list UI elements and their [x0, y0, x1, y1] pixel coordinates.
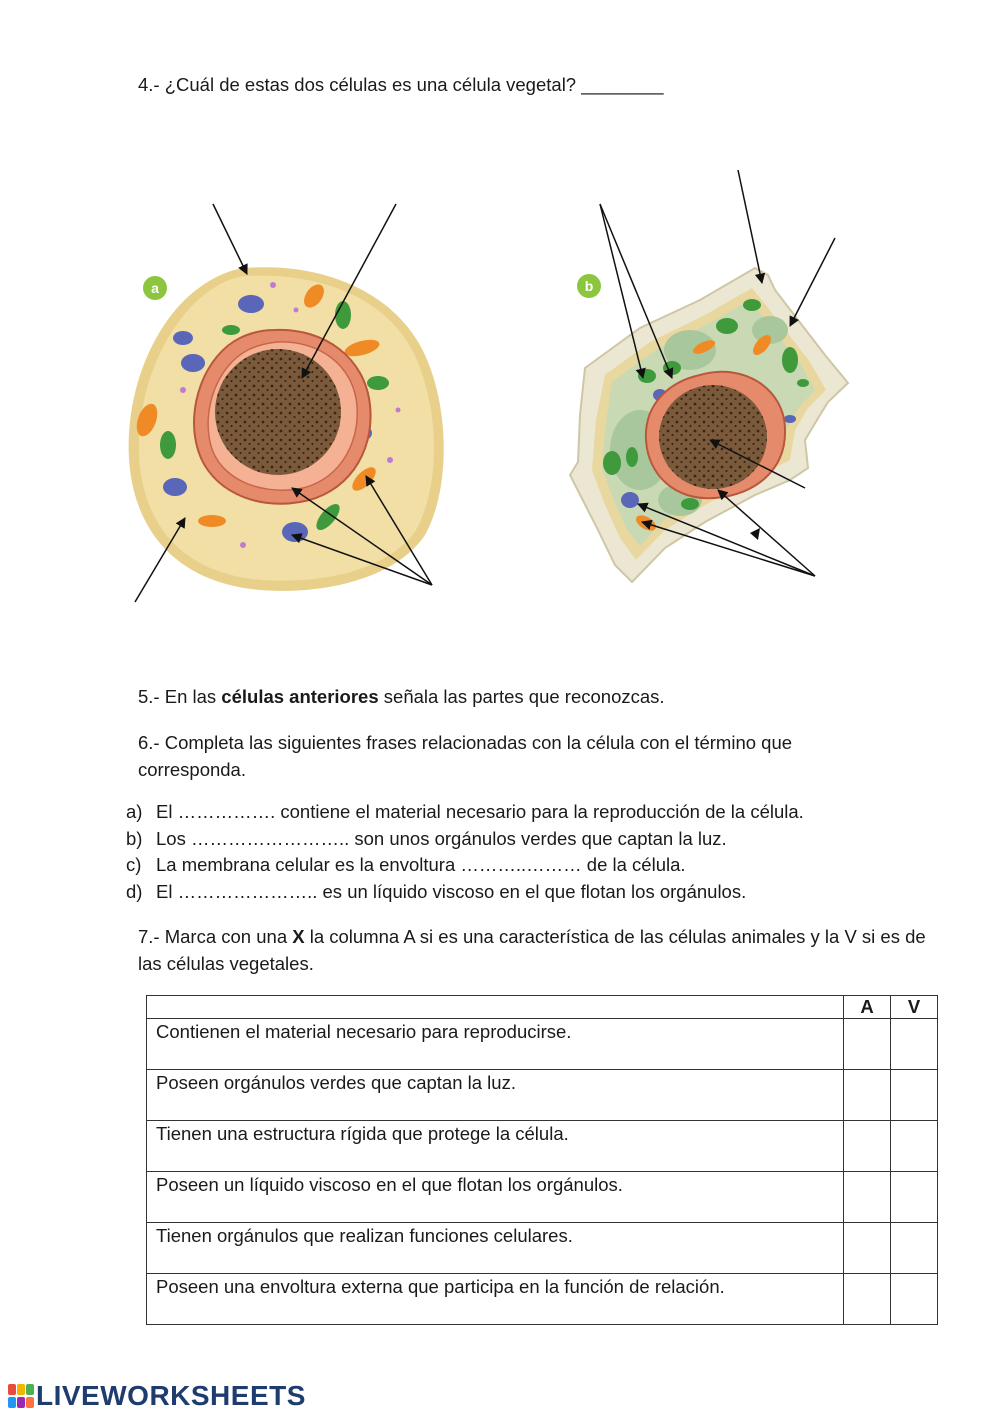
list-item: a) El ……………. contiene el material necesario para la reproducción de la célula. — [126, 801, 804, 822]
question-4: 4.- ¿Cuál de estas dos células es una célula vegetal? ________ — [138, 74, 664, 95]
table-row — [147, 1172, 938, 1223]
list-item: d) El ………………….. es un líquido viscoso en el que flotan los orgánulos. — [126, 880, 747, 902]
header-v: V — [891, 996, 938, 1019]
table-row — [147, 1121, 938, 1172]
cell-a-label-text: a — [151, 280, 159, 296]
question-5: 5.- En las células anteriores señala las partes que reconozcas. — [138, 686, 665, 707]
answer-cell-v[interactable] — [891, 1121, 938, 1172]
arrow — [642, 522, 815, 576]
row-statement: Poseen una envoltura externa que participa en la función de relación. — [147, 1274, 844, 1325]
row-statement: Poseen orgánulos verdes que captan la luz. — [147, 1070, 844, 1121]
brand-name: LIVEWORKSHEETS — [36, 1380, 306, 1411]
header-a: A — [844, 996, 891, 1019]
answer-cell-v[interactable] — [891, 1223, 938, 1274]
table-row — [147, 1019, 938, 1070]
question-6: 6.- Completa las siguientes frases relacionadas con la célula con el término que corresponda. — [138, 732, 793, 780]
liveworksheets-logo-icon — [8, 1384, 34, 1408]
answer-cell-a[interactable] — [844, 1274, 891, 1325]
list-item: c) La membrana celular es la envoltura ………..……… de la célula. — [126, 854, 686, 875]
row-statement: Tienen una estructura rígida que protege la célula. — [147, 1121, 844, 1172]
row-statement: Tienen orgánulos que realizan funciones celulares. — [147, 1223, 844, 1274]
answer-cell-a[interactable] — [844, 1070, 891, 1121]
arrow — [718, 490, 815, 576]
answer-cell-a[interactable] — [844, 1172, 891, 1223]
table-row — [147, 1223, 938, 1274]
answer-cell-v[interactable] — [891, 1172, 938, 1223]
answer-cell-a[interactable] — [844, 1121, 891, 1172]
answer-cell-v[interactable] — [891, 1274, 938, 1325]
question-7: 7.- Marca con una X la columna A si es una característica de las células animales y la V si es de las células vegetales. — [138, 926, 926, 974]
plant-cell — [570, 170, 848, 582]
arrow — [738, 170, 762, 283]
list-item: b) Los …………………….. son unos orgánulos verdes que captan la luz. — [126, 827, 727, 849]
answer-cell-a[interactable] — [844, 1019, 891, 1070]
table-header — [147, 996, 938, 1019]
sentence-list — [126, 799, 804, 905]
header-blank — [147, 996, 844, 1019]
cell-diagrams — [0, 150, 1000, 620]
arrow — [790, 238, 835, 326]
cell-b-label-text: b — [584, 278, 594, 294]
row-statement: Poseen un líquido viscoso en el que flotan los orgánulos. — [147, 1172, 844, 1223]
animal-cell — [129, 204, 444, 602]
brand-footer — [8, 1380, 306, 1412]
row-statement: Contienen el material necesario para reproducirse. — [147, 1019, 844, 1070]
table-row — [147, 1274, 938, 1325]
answer-cell-v[interactable] — [891, 1070, 938, 1121]
answer-cell-v[interactable] — [891, 1019, 938, 1070]
answer-cell-a[interactable] — [844, 1223, 891, 1274]
characteristics-table — [146, 995, 938, 1325]
arrow — [213, 204, 247, 274]
table-row — [147, 1070, 938, 1121]
